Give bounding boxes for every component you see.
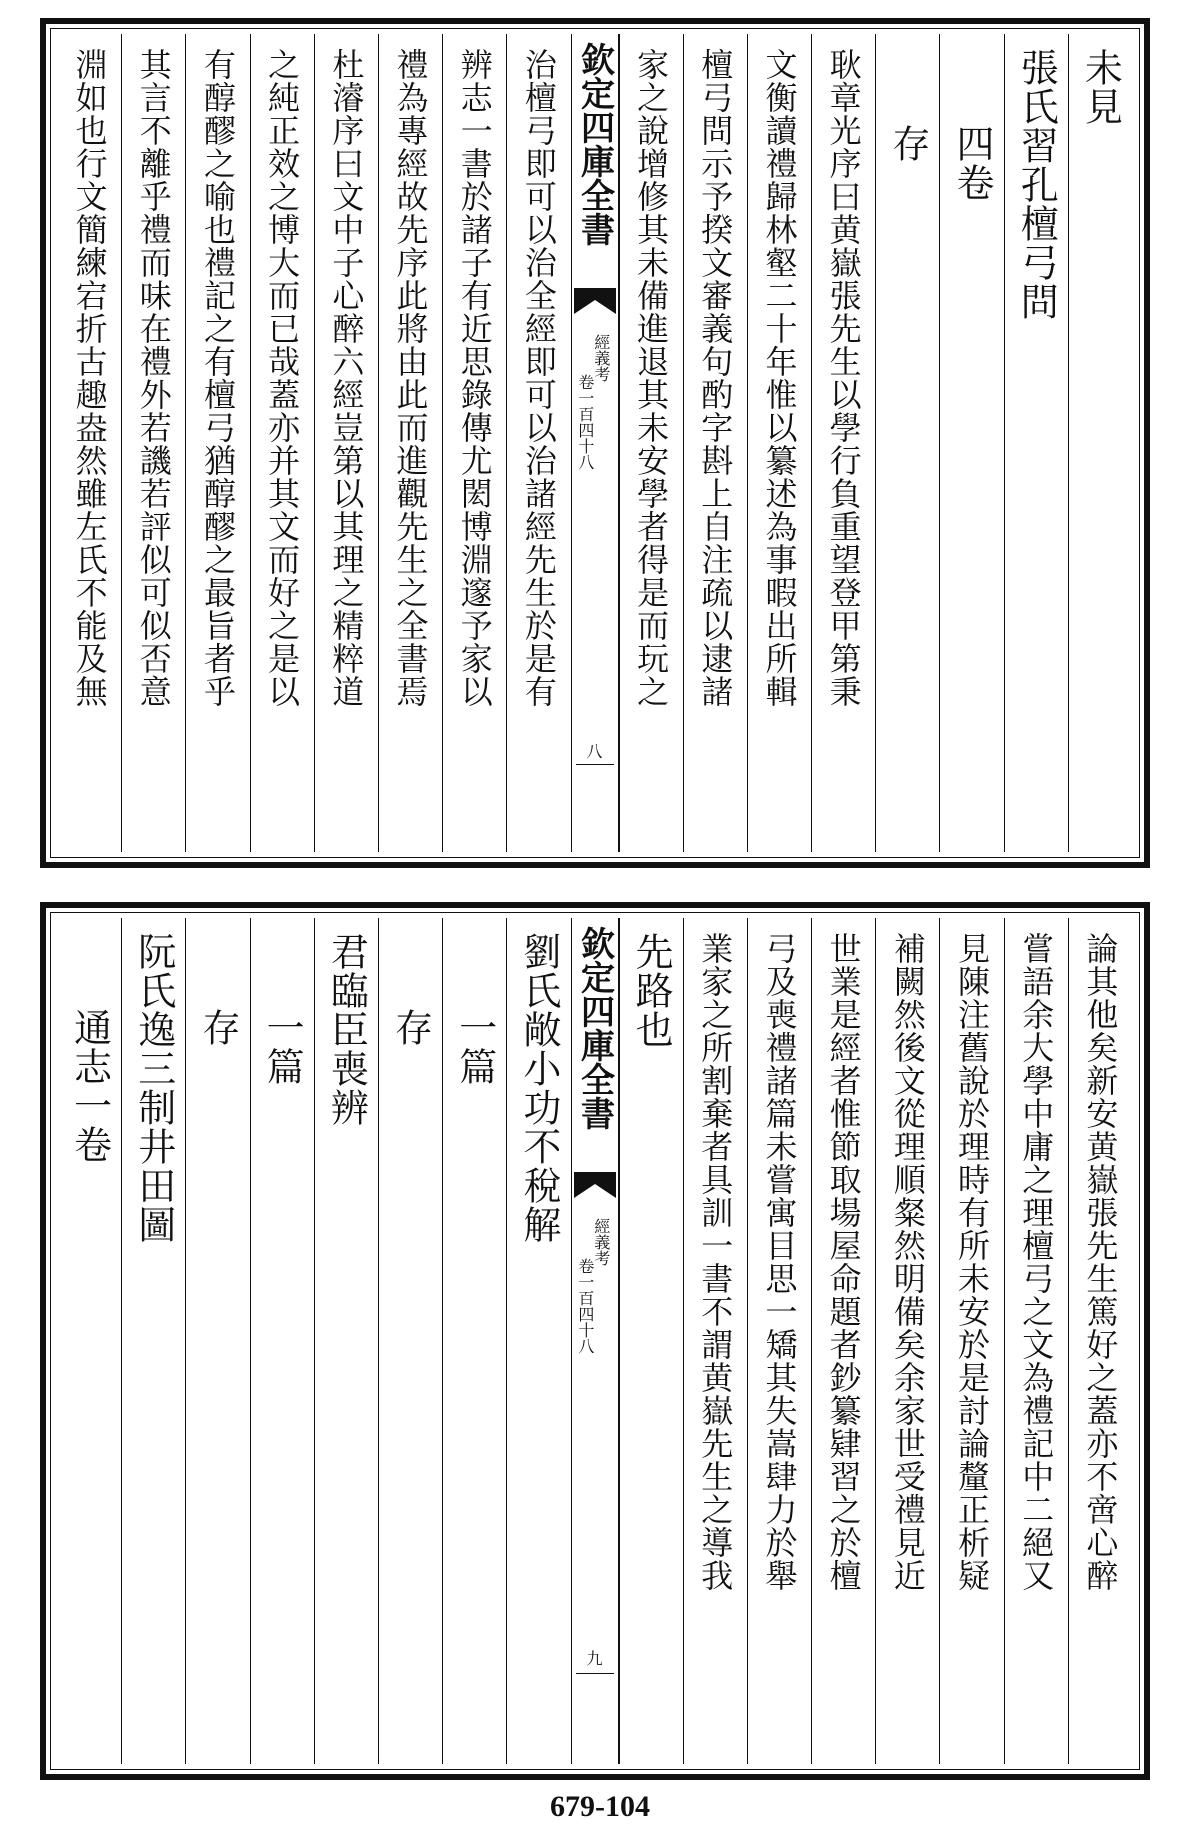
text-column: [506, 918, 570, 1764]
column-text: 文衡讀禮歸林壑二十年惟以纂述為事暇出所輯: [760, 48, 799, 708]
column-text: 阮氏逸三制井田圖: [131, 932, 176, 1244]
text-column: [185, 34, 249, 852]
text-column: [875, 918, 939, 1764]
column-text: 業家之所割棄者具訓一書不謂黄嶽先生之導我: [696, 932, 735, 1592]
column-text: 淵如也行文簡練宕折古趣盎然雖左氏不能及無: [70, 48, 109, 708]
text-column: [683, 918, 747, 1764]
column-text: 張氏習孔檀弓問: [1014, 48, 1059, 321]
upper-text-columns: [58, 34, 1132, 852]
text-column: [314, 34, 378, 852]
text-column: [747, 34, 811, 852]
text-column: [939, 918, 1003, 1764]
text-column: [58, 918, 121, 1764]
banner-rule: [576, 764, 614, 765]
banner-book-title: 經義考: [591, 334, 611, 382]
column-text: 其言不離乎禮而味在禮外若譏若評似可似否意: [134, 48, 173, 708]
column-text: 存: [388, 1008, 433, 1047]
column-text: 論其他矣新安黄嶽張先生篤好之蓋亦不啻心醉: [1081, 932, 1120, 1592]
column-text: 四卷: [950, 124, 995, 202]
text-column: [1004, 34, 1068, 852]
text-column: [1004, 918, 1068, 1764]
text-column: [185, 918, 249, 1764]
column-text: 未見: [1078, 48, 1123, 126]
text-column: [58, 34, 121, 852]
footer-page-number: 679-104: [550, 1790, 650, 1823]
upper-book-page: [40, 18, 1150, 868]
banner-volume: 卷一百四十八: [575, 1258, 595, 1354]
column-text: 檀弓問示予揆文審義句酌字斟上自注疏以逮諸: [696, 48, 735, 708]
banner-page-number: 九: [586, 1649, 603, 1668]
column-text: 一篇: [452, 1008, 497, 1086]
banner-volume: 卷一百四十八: [575, 374, 595, 470]
text-column: [378, 918, 442, 1764]
column-text: 弓及喪禮諸篇未嘗寓目思一矯其失嵩肆力於舉: [760, 932, 799, 1592]
column-text: 耿章光序曰黄嶽張先生以學行負重望登甲第秉: [824, 48, 863, 708]
banner-title: 欽定四庫全書: [574, 42, 615, 246]
column-text: 世業是經者惟節取場屋命題者鈔纂肄習之於檀: [824, 932, 863, 1592]
text-column: [250, 34, 314, 852]
column-text: 家之說增修其未備進退其未安學者得是而玩之: [632, 48, 671, 708]
banner-title: 欽定四庫全書: [574, 926, 615, 1130]
column-text: 嘗語余大學中庸之理檀弓之文為禮記中二絕又: [1017, 932, 1056, 1592]
banner-rule: [576, 1673, 614, 1674]
text-column: [506, 34, 570, 852]
banner-book-title: 經義考: [591, 1218, 611, 1266]
text-column: [250, 918, 314, 1764]
text-column: [939, 34, 1003, 852]
text-column: [314, 918, 378, 1764]
text-column: [619, 918, 683, 1764]
column-text: 君臨臣喪辨: [324, 932, 369, 1127]
fishtail-ornament: [574, 288, 616, 314]
column-text: 存: [195, 1008, 240, 1047]
center-banner: [571, 34, 619, 852]
text-column: [1068, 918, 1132, 1764]
column-text: 杜濬序曰文中子心醉六經豈第以其理之精粹道: [327, 48, 366, 708]
column-text: 禮為專經故先序此將由此而進觀先生之全書焉: [391, 48, 430, 708]
column-text: 之純正效之博大而已哉蓋亦并其文而好之是以: [263, 48, 302, 708]
text-column: [811, 918, 875, 1764]
text-column: [683, 34, 747, 852]
lower-text-columns: [58, 918, 1132, 1764]
column-text: 補闕然後文從理順粲然明備矣余家世受禮見近: [888, 932, 927, 1592]
text-column: [747, 918, 811, 1764]
column-text: 治檀弓即可以治全經即可以治諸經先生於是有: [519, 48, 558, 708]
column-text: 先路也: [629, 932, 674, 1049]
column-text: 見陳注舊說於理時有所未安於是討論釐正析疑: [953, 932, 992, 1592]
text-column: [378, 34, 442, 852]
column-text: 通志一卷: [67, 1008, 112, 1164]
column-text: 劉氏敞小功不稅解: [516, 932, 561, 1244]
column-text: 有醇醪之喻也禮記之有檀弓猶醇醪之最旨者乎: [198, 48, 237, 708]
text-column: [442, 34, 506, 852]
center-banner: [571, 918, 619, 1764]
text-column: [121, 918, 185, 1764]
column-text: 存: [885, 124, 930, 163]
text-column: [121, 34, 185, 852]
text-column: [875, 34, 939, 852]
text-column: [811, 34, 875, 852]
lower-book-page: [40, 902, 1150, 1780]
fishtail-ornament: [574, 1172, 616, 1198]
text-column: [442, 918, 506, 1764]
banner-page-number: 八: [586, 742, 603, 761]
text-column: [1068, 34, 1132, 852]
column-text: 辨志一書於諸子有近思錄傳尤閎博淵邃予家以: [455, 48, 494, 708]
text-column: [619, 34, 683, 852]
column-text: 一篇: [260, 1008, 305, 1086]
